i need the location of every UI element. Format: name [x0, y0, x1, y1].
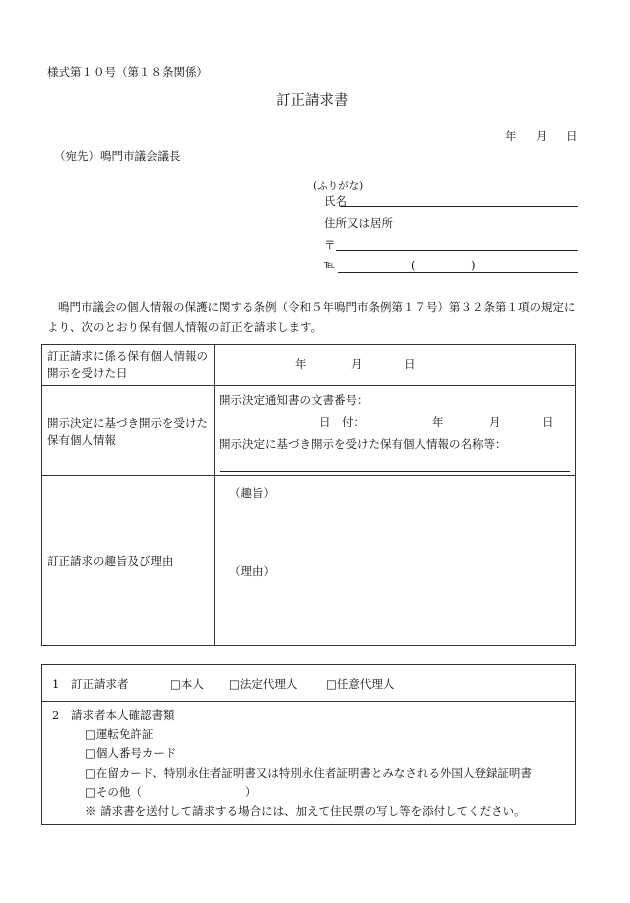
- checkbox-legal-rep[interactable]: □法定代理人: [229, 677, 298, 691]
- disclosure-date-label: 訂正請求に係る保有個人情報の開示を受けた日: [47, 349, 208, 380]
- page-title: 訂正請求書: [276, 93, 349, 109]
- checkbox-voluntary-rep[interactable]: □任意代理人: [326, 677, 395, 691]
- request-details-table: [41, 344, 576, 646]
- disclosed-info-label: 開示決定に基づき開示を受けた保有個人情報: [47, 416, 208, 447]
- doc-day: 日: [542, 415, 554, 429]
- address-label: 住所又は居所: [324, 216, 393, 230]
- disclosure-month: 月: [351, 357, 363, 371]
- reason-label: （理由）: [229, 564, 275, 578]
- name-label: 氏名: [324, 194, 347, 208]
- doc-year: 年: [432, 415, 444, 429]
- form-number: 様式第１０号（第１８条関係）: [47, 65, 208, 79]
- tel-mark: ℡: [324, 259, 336, 271]
- purpose-reason-label: 訂正請求の趣旨及び理由: [47, 554, 174, 568]
- disclosure-year: 年: [295, 357, 307, 371]
- addressee: （宛先）鳴門市議会議長: [54, 149, 181, 163]
- intro-text: 鳴門市議会の個人情報の保護に関する条例（令和５年鳴門市条例第１７号）第３２条第１項の規定により、次のとおり保有個人情報の訂正を請求します。: [47, 300, 576, 334]
- checkbox-my-number-card[interactable]: □個人番号カード: [85, 746, 177, 760]
- date-day-label: 日: [566, 129, 578, 143]
- address-field[interactable]: [336, 250, 578, 251]
- doc-month: 月: [489, 415, 501, 429]
- date-year-label: 年: [505, 129, 517, 143]
- postal-mark: 〒: [324, 238, 336, 252]
- doc-date-label: 日 付：: [319, 415, 365, 429]
- furigana-label: (ふりがな): [313, 180, 364, 192]
- date-month-label: 月: [536, 129, 548, 143]
- requester-type-label: 訂正請求者: [71, 677, 129, 691]
- checkbox-self[interactable]: □本人: [170, 677, 204, 691]
- id-docs-label: 請求者本人確認書類: [71, 708, 175, 722]
- disclosed-info-name-field[interactable]: [220, 471, 570, 472]
- mail-note: ※ 請求書を送付して請求する場合には、加えて住民票の写し等を添付してください。: [85, 804, 526, 818]
- checkbox-drivers-license[interactable]: □運転免許証: [85, 727, 154, 741]
- other-paren-close: ）: [245, 785, 257, 799]
- disclosure-day: 日: [404, 357, 416, 371]
- item1-number: 1: [52, 677, 60, 691]
- tel-paren-open: (: [411, 258, 416, 272]
- item2-number: 2: [52, 708, 60, 722]
- requester-table: [41, 664, 576, 825]
- disclosed-info-name-label: 開示決定に基づき開示を受けた保有個人情報の名称等：: [219, 437, 507, 451]
- name-field[interactable]: [340, 206, 578, 207]
- purpose-label: （趣旨）: [229, 486, 275, 500]
- checkbox-residence-card[interactable]: □在留カード、特別永住者証明書又は特別永住者証明書とみなされる外国人登録証明書: [85, 766, 532, 780]
- doc-number-label: 開示決定通知書の文書番号：: [219, 393, 369, 407]
- checkbox-other[interactable]: □その他（: [85, 785, 142, 799]
- tel-paren-close: ): [471, 258, 476, 272]
- tel-field[interactable]: [338, 272, 578, 273]
